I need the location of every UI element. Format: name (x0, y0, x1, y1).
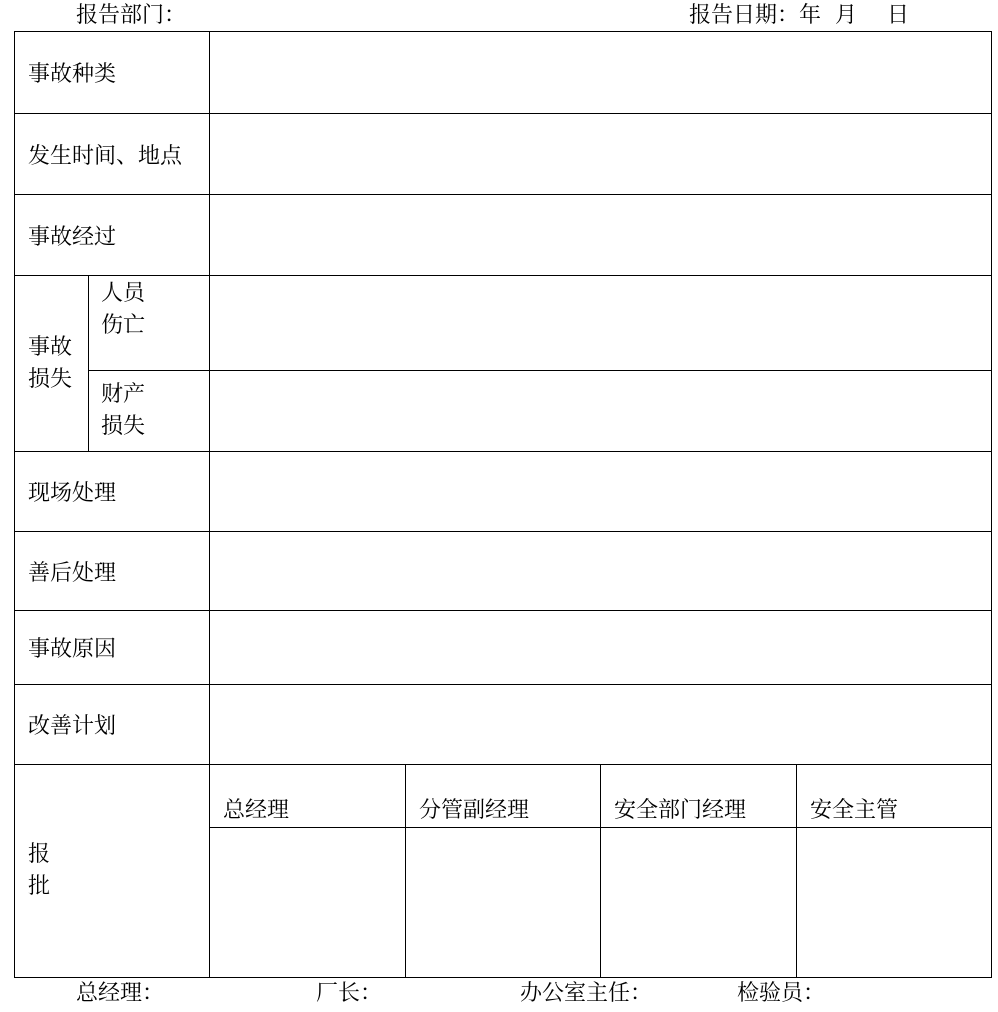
table-row (15, 452, 992, 532)
process-label: 事故经过 (15, 195, 210, 276)
aftermath-handling-label: 善后处理 (15, 532, 210, 611)
approval-head-general-manager: 总经理 (210, 765, 406, 828)
time-place-label: 发生时间、地点 (15, 114, 210, 195)
onsite-handling-label: 现场处理 (15, 452, 210, 532)
table-row (15, 532, 992, 611)
property-loss-label: 财产 损失 (89, 371, 210, 452)
process-field[interactable] (210, 195, 992, 276)
footer-factory-director: 厂长： (316, 981, 383, 1006)
accident-report-table (14, 31, 992, 978)
approval-head-deputy-manager: 分管副经理 (406, 765, 601, 828)
accident-type-field[interactable] (210, 32, 992, 114)
approval-sign-safety-manager[interactable] (601, 828, 797, 978)
department-label: 报告部门： (76, 3, 187, 28)
time-place-field[interactable] (210, 114, 992, 195)
approval-label: 报 批 (15, 765, 210, 978)
footer-inspector: 检验员： (737, 981, 826, 1006)
loss-group-label: 事故 损失 (15, 276, 89, 452)
table-row (15, 371, 992, 452)
improvement-plan-field[interactable] (210, 685, 992, 765)
cause-field[interactable] (210, 611, 992, 685)
approval-head-safety-supervisor: 安全主管 (797, 765, 992, 828)
approval-head-safety-manager: 安全部门经理 (601, 765, 797, 828)
approval-sign-deputy-manager[interactable] (406, 828, 601, 978)
footer-office-director: 办公室主任： (520, 981, 653, 1006)
improvement-plan-label: 改善计划 (15, 685, 210, 765)
table-row (15, 685, 992, 765)
approval-sign-safety-supervisor[interactable] (797, 828, 992, 978)
table-row (15, 114, 992, 195)
month-label: 月 (835, 3, 858, 28)
property-loss-field[interactable] (210, 371, 992, 452)
date-label: 报告日期： (689, 3, 800, 28)
day-label: 日 (887, 3, 910, 28)
approval-sign-general-manager[interactable] (210, 828, 406, 978)
aftermath-handling-field[interactable] (210, 532, 992, 611)
table-row (15, 611, 992, 685)
onsite-handling-field[interactable] (210, 452, 992, 532)
casualties-field[interactable] (210, 276, 992, 371)
table-row (15, 32, 992, 114)
accident-type-label: 事故种类 (15, 32, 210, 114)
table-row (15, 195, 992, 276)
cause-label: 事故原因 (15, 611, 210, 685)
report-date-field (689, 2, 909, 30)
year-label: 年 (799, 3, 822, 28)
casualties-label: 人员 伤亡 (89, 276, 210, 371)
table-row (15, 765, 992, 828)
table-row (15, 276, 992, 371)
footer-general-manager: 总经理： (76, 981, 165, 1006)
